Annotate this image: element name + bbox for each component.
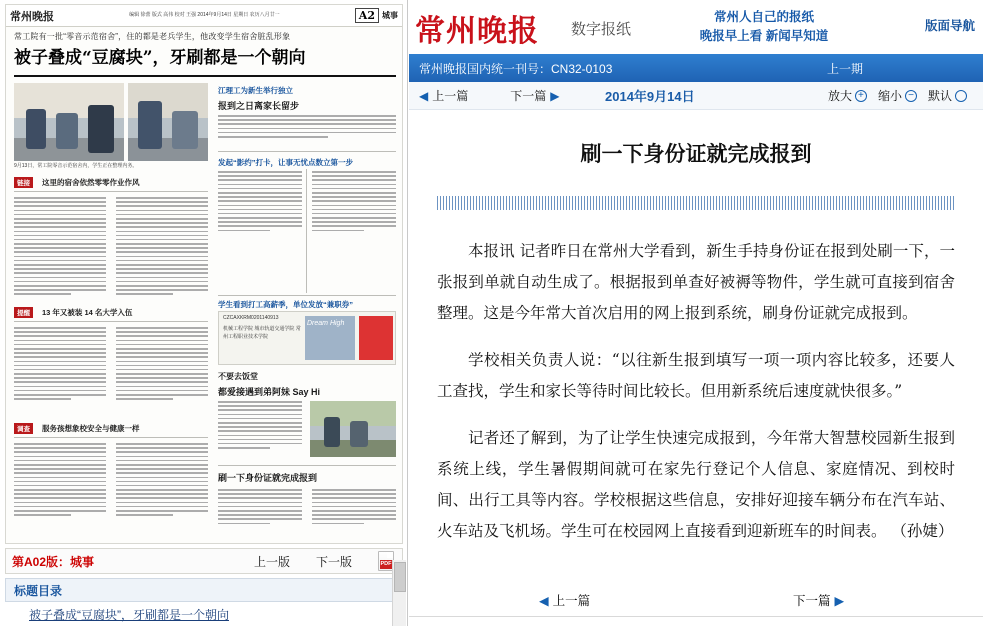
paper-rule-2 [14, 191, 208, 192]
paper-text-block-r6 [312, 489, 396, 527]
page-toolbar [5, 548, 403, 574]
paper-subhead-1: 江理工为新生举行独立 [218, 86, 293, 95]
minus-icon[interactable]: − [905, 90, 917, 102]
bottom-divider [409, 616, 983, 617]
page-navigation-link[interactable]: 版面导航 [924, 19, 975, 33]
paper-redtag-2: 提醒 [14, 307, 33, 318]
paper-headline-rule [14, 75, 396, 77]
paper-ad-title-2: 都爱接遇到弟阿妹 Say Hi [218, 387, 321, 397]
paper-rule-1 [218, 151, 396, 152]
newspaper-page-image[interactable] [5, 4, 403, 544]
paper-photo-2 [128, 83, 208, 161]
prev-edition-button[interactable]: 上一版 [253, 554, 290, 569]
previous-issue-link[interactable]: 上一期 [827, 61, 864, 76]
paper-text-block-l3 [14, 327, 106, 402]
article-paragraph-2: 学校相关负责人说：“以往新生报到填写一项一项内容比较多，还要人工查找，学生和家长等待时间比较长。但用新系统后速度就快很多。” [437, 351, 955, 400]
next-article-label: 下一篇 [510, 89, 547, 103]
paper-text-block-r4 [218, 401, 302, 451]
paper-masthead-meta: 编辑 徐蕾 版式 高伟 校对 王强 2014年9月14日 星期日 农历八月廿一 [129, 12, 280, 18]
site-logo-subtitle: 数字报纸 [571, 20, 632, 38]
catalog-scrollbar-thumb[interactable] [394, 562, 406, 592]
paper-kicker: 常工院有一批“零音示范宿舍”，住的都是老兵学生，他改变学生宿舍脏乱形象 [14, 32, 291, 41]
issn-bar [409, 54, 983, 82]
next-edition-button[interactable]: 下一版 [315, 554, 352, 569]
title-divider [437, 196, 955, 210]
zoom-controls [828, 87, 975, 104]
article-control-bar [409, 82, 983, 110]
title-catalog-header [5, 578, 403, 602]
paper-headline: 被子叠成“豆腐块”，牙刷都是一个朝向 [14, 48, 306, 68]
paper-masthead-logo: 常州晚报 [10, 9, 54, 23]
catalog-scrollbar[interactable] [392, 560, 406, 626]
triangle-left-icon-bottom: ◀ [539, 594, 549, 608]
paper-ad-title: 不要去饭堂 [218, 372, 258, 381]
paper-photo-caption: 9月13日，常工院零音示范宿舍内，学生正在整理内务。 [14, 163, 138, 169]
paper-rule-6 [218, 465, 396, 466]
paper-text-block-r5 [218, 489, 302, 527]
paper-sechead-3: 服务孩想象校安全与健康一样 [42, 424, 140, 433]
paper-rule-5 [218, 295, 396, 296]
zoom-in-button[interactable]: 放大 [827, 89, 852, 103]
paper-text-block-l4 [116, 327, 208, 402]
pdf-icon-label: PDF [380, 561, 392, 567]
zoom-out-button[interactable]: 缩小 [877, 89, 902, 103]
paper-masthead [6, 5, 402, 27]
issn-label: 常州晚报国内统一刊号：CN32-0103 [419, 61, 613, 76]
issue-date: 2014年9月14日 [605, 89, 695, 104]
zoom-default-button[interactable]: 默认 [927, 89, 952, 103]
triangle-right-icon: ▶ [550, 89, 560, 103]
paper-photo-1 [14, 83, 124, 161]
paper-bottom-headline[interactable]: 刷一下身份证就完成报到 [218, 473, 318, 483]
next-article-button[interactable] [510, 87, 559, 104]
site-header [409, 0, 983, 54]
bottom-next-label: 下一篇 [793, 594, 831, 608]
bottom-prev-article-button[interactable] [539, 591, 590, 609]
article-paragraph-1: 本报讯 记者昨日在常州大学看到，新生手持身份证在报到处刷一下，一张报到单就自动生成了。根据报到单查好被褥等物件，学生就可直接到宿舍整理。这是今年常大首次启用的网上报到系统，刷身份证就完成报到。 [437, 242, 955, 322]
article-paragraph-3: 记者还了解到，为了让学生快速完成报到，今年常大智慧校园新生报到系统上线，学生暑假期间就可在家先行登记个人信息、家庭情况、到校时间、出行工具等内容。学校根据这些信息，安排好迎接车辆分布在汽车站、火车站及飞机场。学生可在校园网上直接看到迎新班车的时间表。 （孙婕） [437, 429, 955, 540]
prev-article-label: 上一篇 [432, 89, 469, 103]
paper-redtag-3: 调查 [14, 423, 33, 434]
paper-sechead-1: 这里的宿舍依然零零作业作风 [42, 178, 140, 187]
paper-ad-dream-text: Dream High [307, 320, 345, 327]
article-bottom-nav [409, 588, 983, 612]
paper-text-block-l5 [14, 443, 106, 518]
paper-redtag-1: 链接 [14, 177, 33, 188]
paper-ad-sub: 机械工程学院 城市轨道交通学院 常州工程职业技术学院 [223, 326, 301, 340]
article-body [437, 236, 955, 563]
paper-ad-code: CZCAXKRM0201140913 [223, 315, 279, 321]
paper-masthead-page-number: A2 [355, 8, 379, 23]
paper-text-block-r2 [218, 171, 302, 234]
circle-icon[interactable] [955, 90, 967, 102]
paper-rule-vertical-1 [306, 169, 307, 293]
prev-article-button[interactable] [419, 87, 468, 104]
title-catalog-label: 标题目录 [14, 583, 63, 598]
title-catalog-list [5, 604, 403, 626]
site-slogan-line-1: 常州人自己的报纸 [713, 10, 814, 24]
article-pane [409, 0, 983, 626]
paper-rule-3 [14, 321, 208, 322]
paper-subhead-2: 报到之日离家长留步 [218, 101, 300, 111]
site-logo: 常州晚报 [415, 14, 539, 49]
triangle-left-icon: ◀ [419, 89, 429, 103]
newspaper-page-pane [0, 0, 408, 626]
bottom-prev-label: 上一篇 [552, 594, 591, 608]
paper-text-block-r1 [218, 115, 396, 140]
paper-text-block-l2 [116, 197, 208, 298]
plus-icon[interactable]: + [855, 90, 867, 102]
paper-sechead-2: 13 年又被装 14 名大学入伍 [42, 308, 133, 317]
paper-rule-4 [14, 437, 208, 438]
site-slogan [674, 8, 854, 46]
triangle-right-icon-bottom: ▶ [834, 594, 845, 608]
paper-text-block-r3 [312, 171, 396, 234]
paper-photo-3 [310, 401, 396, 457]
paper-text-block-l1 [14, 197, 106, 298]
paper-ad-banner [218, 311, 396, 365]
paper-text-block-l6 [116, 443, 208, 518]
article-title: 刷一下身份证就完成报到 [580, 141, 812, 166]
paper-ad-red-block [359, 316, 393, 360]
list-item[interactable]: 被子叠成“豆腐块”，牙刷都是一个朝向 [29, 608, 229, 622]
paper-subhead-3: 发起“影约”打卡，让事无忧点数立第一步 [218, 158, 353, 167]
site-slogan-line-2: 晚报早上看 新闻早知道 [699, 29, 829, 43]
paper-subhead-4: 学生看到打工高薪季，单位发放“兼职券” [218, 300, 353, 309]
bottom-next-article-button[interactable] [793, 591, 844, 609]
paper-masthead-section: 城事 [382, 11, 398, 20]
current-page-label: 第A02版：城事 [12, 554, 95, 569]
